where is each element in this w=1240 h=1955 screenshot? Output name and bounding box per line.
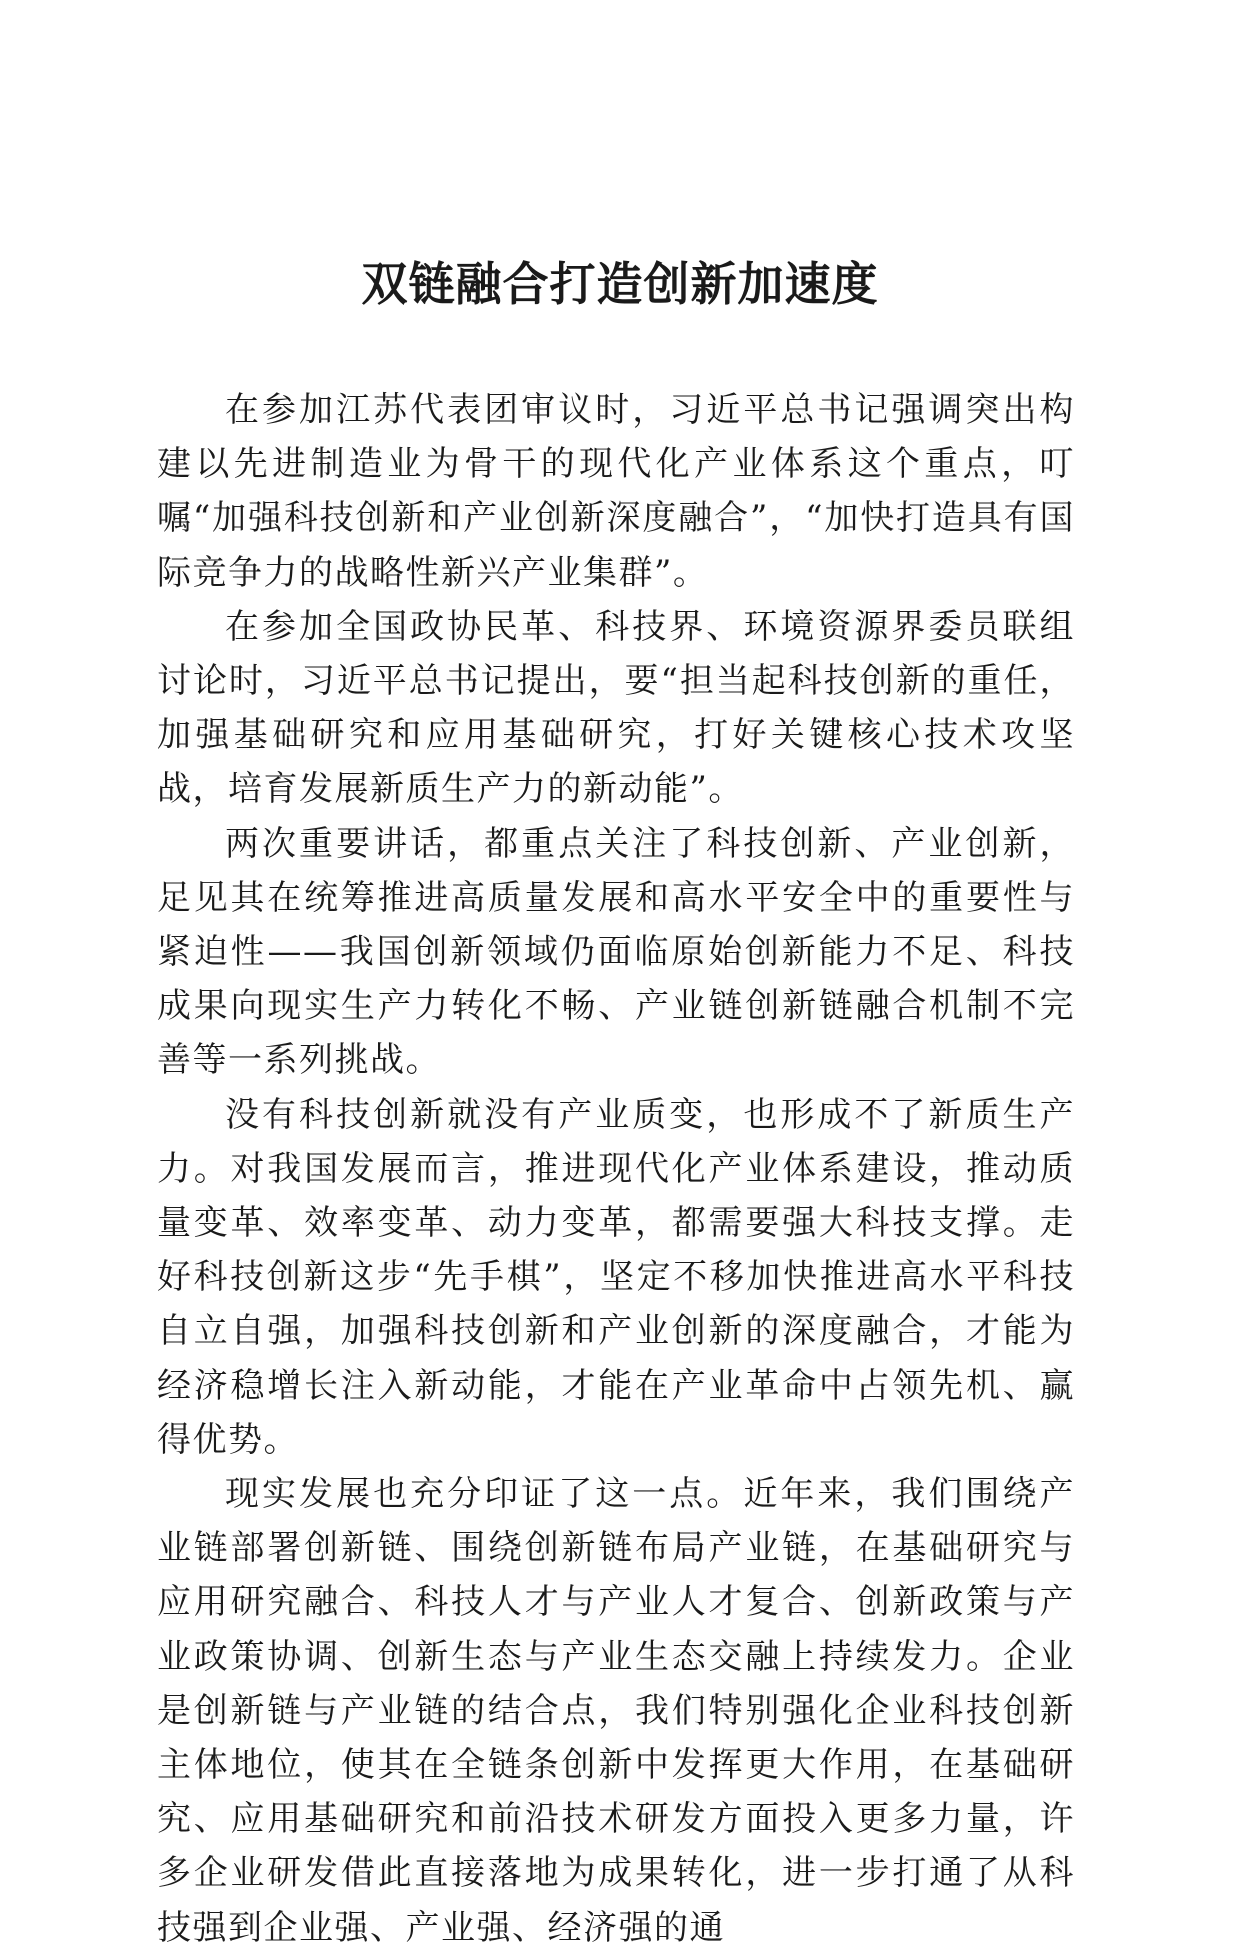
document-title: 双链融合打造创新加速度 [361, 257, 879, 311]
paragraph: 在参加全国政协民革、科技界、环境资源界委员联组讨论时，习近平总书记提出，要“担当起科技创新的重任，加强基础研究和应用基础研究，打好关键核心技术攻坚战，培育发展新质生产力的新动能”。 [157, 606, 1075, 810]
paragraph: 现实发展也充分印证了这一点。近年来，我们围绕产业链部署创新链、围绕创新链布局产业链，在基础研究与应用研究融合、科技人才与产业人才复合、创新政策与产业政策协调、创新生态与产业生态交融上持续发力。企业是创新链与产业链的结合点，我们特别强化企业科技创新主体地位，使其在全链条创新中发挥更大作用，在基础研究、应用基础研究和前沿技术研发方面投入更多力量，许多企业研发借此直接落地为成果转化，进一步打通了从科技强到企业强、产业强、经济强的通 [157, 1474, 1075, 1948]
document-body [157, 383, 1075, 1955]
paragraph: 在参加江苏代表团审议时，习近平总书记强调突出构建以先进制造业为骨干的现代化产业体系这个重点，叮嘱“加强科技创新和产业创新深度融合”，“加快打造具有国际竞争力的战略性新兴产业集群”。 [157, 390, 1075, 593]
paragraph: 两次重要讲话，都重点关注了科技创新、产业创新，足见其在统筹推进高质量发展和高水平安全中的重要性与紧迫性——我国创新领域仍面临原始创新能力不足、科技成果向现实生产力转化不畅、产业链创新链融合机制不完善等一系列挑战。 [157, 823, 1075, 1081]
paragraph: 没有科技创新就没有产业质变，也形成不了新质生产力。对我国发展而言，推进现代化产业体系建设，推动质量变革、效率变革、动力变革，都需要强大科技支撑。走好科技创新这步“先手棋”，坚定不移加快推进高水平科技自立自强，加强科技创新和产业创新的深度融合，才能为经济稳增长注入新动能，才能在产业革命中占领先机、赢得优势。 [157, 1094, 1075, 1460]
